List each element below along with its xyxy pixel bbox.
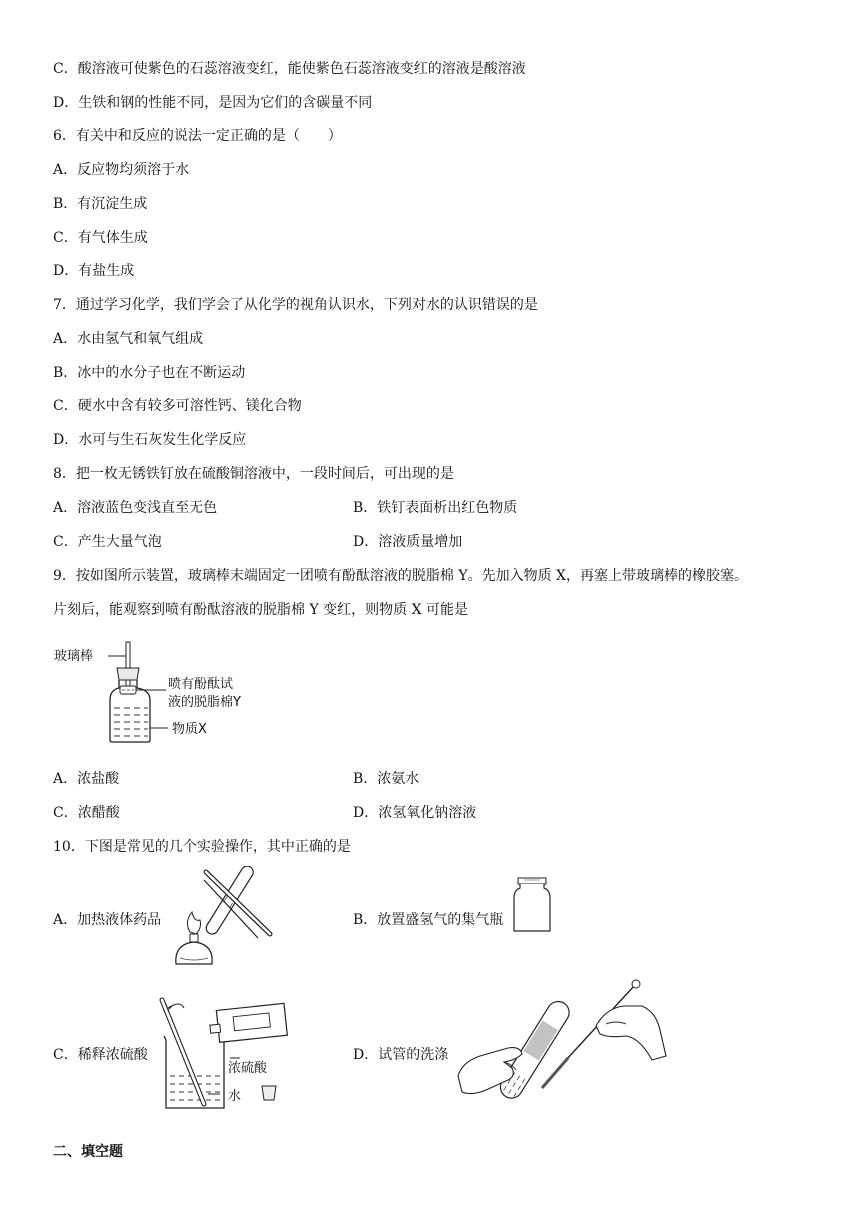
q10-stem: 10．下图是常见的几个实验操作，其中正确的是 [53,839,351,855]
q10-c-label-acid: 浓硫酸 [228,1061,268,1076]
q9-label-x: 物质X [172,722,207,737]
q9-apparatus-figure [50,638,280,750]
q6-stem: 6．有关中和反应的说法一定正确的是（ ） [53,128,342,144]
q7-option-a: A．水由氢气和氧气组成 [53,331,204,347]
q9-option-b: B．浓氨水 [353,771,420,787]
q10-a-heating-figure [166,866,278,974]
q9-option-a: A．浓盐酸 [53,771,120,787]
q5-option-d: D．生铁和钢的性能不同，是因为它们的含碳量不同 [53,95,373,111]
q7-option-b: B．冰中的水分子也在不断运动 [53,365,246,381]
q9-stem-line1: 9．按如图所示装置，玻璃棒末端固定一团喷有酚酞溶液的脱脂棉 Y。先加入物质 X，再塞上带玻璃棒的橡胶塞。 [53,568,749,584]
q6-option-b: B．有沉淀生成 [53,196,148,212]
section-fill-in-blank-heading: 二、填空题 [53,1144,123,1160]
q8-option-b: B．铁钉表面析出红色物质 [353,500,518,516]
q9-label-rod: 玻璃棒 [54,649,94,664]
q7-option-d: D．水可与生石灰发生化学反应 [53,432,247,448]
q5-option-c: C．酸溶液可使紫色的石蕊溶液变红，能使紫色石蕊溶液变红的溶液是酸溶液 [53,61,526,77]
q10-c-label-water: 水 [228,1089,242,1104]
q10-d-tube-washing-figure [456,978,668,1126]
q7-option-c: C．硬水中含有较多可溶性钙、镁化合物 [53,398,302,414]
q9-stem-line2: 片刻后，能观察到喷有酚酞溶液的脱脂棉 Y 变红，则物质 X 可能是 [53,602,469,618]
q6-option-c: C．有气体生成 [53,230,148,246]
q8-option-c: C．产生大量气泡 [53,534,162,550]
q8-option-d: D．溶液质量增加 [353,534,463,550]
q8-option-a: A．溶液蓝色变浅直至无色 [53,500,218,516]
q7-stem: 7．通过学习化学，我们学会了从化学的视角认识水，下列对水的认识错误的是 [53,297,538,313]
q8-stem: 8．把一枚无锈铁钉放在硫酸铜溶液中，一段时间后，可出现的是 [53,466,454,482]
q9-option-d: D．浓氢氧化钠溶液 [353,805,477,821]
q10-option-b: B．放置盛氢气的集气瓶 [353,912,504,928]
q10-c-dilution-figure [150,996,290,1116]
q10-option-a: A．加热液体药品 [53,912,162,928]
q6-option-d: D．有盐生成 [53,263,135,279]
q9-label-cotton-1: 喷有酚酞试 [168,677,234,692]
q10-option-d: D．试管的洗涤 [353,1047,449,1063]
q10-option-c: C．稀释浓硫酸 [53,1047,148,1063]
q6-option-a: A．反应物均须溶于水 [53,162,190,178]
q9-label-cotton-2: 液的脱脂棉Y [168,695,241,710]
q10-b-gas-jar-figure [510,876,554,934]
q9-option-c: C．浓醋酸 [53,805,120,821]
